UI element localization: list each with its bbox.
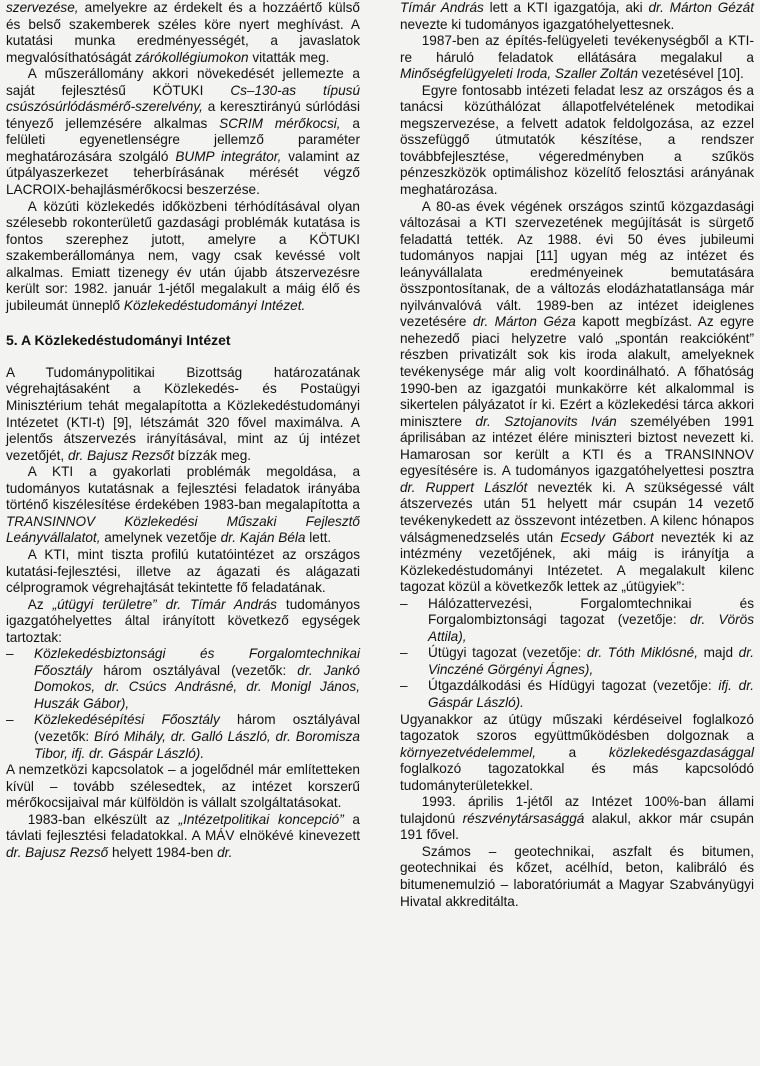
text-run: tudományos igazgatóhelyettes által irányított következő egységek tartoztak: (6, 596, 360, 645)
text-run: nevezték ki az intézmény vezetőjének, aki máig is irányítja a Közlekedéstudományi Intézetet. A megalakult kilenc tagozat közül a következők lettek az „útügyiek”: (400, 529, 754, 595)
text-run: Útgazdálkodási és Hídügyi tagozat (vezetője: (428, 678, 719, 694)
paragraph (6, 812, 360, 862)
italic-text: „útügyi területre” (52, 596, 157, 612)
text-run: vitatták meg. (248, 49, 330, 65)
text-run: A KTI a gyakorlati problémák megoldása, a tudományos kutatásnak a fejlesztési feladatok irányába történő kiszélesítése érdekében 1983-ban megalapította a (6, 464, 360, 513)
italic-text: Cs–130-as típusú csúszósúrlódásmérő-szerelvény, (6, 82, 361, 115)
text-run: Az (27, 596, 53, 612)
italic-text: dr. Tímár András (165, 596, 277, 612)
italic-text: TRANSINNOV Közlekedési Műszaki Fejlesztő Leányvállalatot, (6, 513, 360, 546)
text-run: a keresztirányú súrlódási tényező jellemzésére alkalmas (6, 99, 360, 131)
italic-text: Minőségfelügyeleti Iroda, Szaller Zoltán (400, 66, 639, 82)
italic-text: részvénytársasággá (462, 810, 585, 826)
text-run: személyében 1991 áprilisában az intézet élére miniszteri biztost nevezett ki. Hamarosan sor került a KTI és a TRANSINNOV egyesítésére is. A tudományos igazgatóhelyettesi posztra (400, 413, 755, 479)
text-run: Számos – geotechnikai, aszfalt és bitumen, geotechnikai és kőzet, acélhíd, beton, kalibráló és bitumenemulzió – laboratóriumát a Magyar Szabványügyi Hivatal akkreditálta. (400, 843, 754, 909)
text-run: A Tudománypolitikai Bizottság határozatának végrehajtásaként a Közlekedés- és Postaügyi Minisztérium tehát megalapította a Közlekedéstudományi Intézetet (KTI-t) [9], létszámát 320 fővel maximálva. A jelentős átszervezés irányításával, mint az új intézet vezetőjét, (6, 364, 360, 463)
italic-text: zárókollégiumokon (135, 49, 249, 65)
paragraph (400, 199, 754, 596)
paragraph (400, 844, 754, 910)
list-dash: – (400, 678, 408, 694)
text-run: Egyre fontosabb intézeti feladat lesz az országos és a tanácsi közúthálózat állapotfelvételének metodikai megszervezése, a felvett adatok feldolgozása, az ezzel összefüggő útmutatók készítése, a rendszer továbbfejlesztése, végeredményben a szűkös pénzeszközök optimálishoz közelítő felosztási arányának meghatározása. (400, 82, 754, 198)
italic-text: dr. Bajusz Rezsőt (67, 447, 174, 463)
list-dash: – (6, 712, 14, 728)
text-run: 1993. április 1-jétől az Intézet 100%-ban állami tulajdonú (400, 794, 754, 826)
text-run: 1983-ban elkészült az (27, 811, 179, 827)
list-item-text (34, 646, 360, 711)
text-run: három osztályával (vezetők: (92, 662, 298, 678)
list-item-text (428, 645, 754, 677)
paragraph (6, 597, 360, 647)
italic-text: dr. Márton Géza (472, 314, 576, 330)
list-dash: – (400, 645, 408, 661)
paragraph (6, 365, 360, 464)
text-run: bízzák meg. (174, 447, 252, 463)
text-run: nevezte ki tudományos igazgatóhelyettesnek. (400, 16, 675, 32)
paragraph (6, 762, 360, 812)
text-run: Ugyanakkor az útügy műszaki kérdéseivel foglalkozó tagozatok szoros együttműködésben dolgoznak a (400, 711, 754, 744)
italic-text: Közlekedéstudományi Intézet. (123, 297, 306, 313)
italic-text: Közlekedésépítési Főosztály (34, 712, 220, 728)
paragraph (6, 199, 360, 315)
italic-text: ifj. dr. Gáspár László). (428, 678, 754, 710)
italic-text: Közlekedésbiztonsági és Forgalomtechnikai Főosztály (34, 646, 360, 678)
italic-text: „Intézetpolitikai koncepció” (178, 811, 344, 827)
text-run: alakul, akkor már csupán 191 fővel. (400, 810, 754, 843)
text-run: Útügyi tagozat (vezetője: (428, 645, 587, 661)
italic-text: szervezése, (6, 0, 79, 15)
text-run: kapott megbízást. Az egyre nehezedő piaci helyzetre való „spontán reakcióként” részben privatizált sok kis iroda alakult, amelyeknek tevékenysége már alig volt koordinálható. A főhatóság 1990-ben az igazgatói munkakörre két alkalommal is sikertelen pályázatot ír ki. Ezért a közlekedési tárca akkori minisztere (400, 314, 755, 429)
italic-text: Tímár András (400, 0, 484, 15)
italic-text: Ecsedy Gábort (560, 529, 654, 545)
paragraph (6, 66, 360, 198)
italic-text: környezetvédelemmel, (400, 744, 536, 760)
text-run: A nemzetközi kapcsolatok – a jogelődnél már említetteken kívül – tovább szélesedtek, az intézet korszerű mérőkocsijaival már külföldön is vállalt szolgáltatásokat. (6, 762, 360, 811)
italic-text: dr. Tóth Miklósné, (586, 645, 698, 661)
paragraph (6, 0, 360, 66)
list-item-text (428, 596, 754, 644)
right-column (400, 0, 754, 910)
italic-text: dr. Bajusz Rezső (6, 844, 109, 860)
text-run: A KTI, mint tiszta profilú kutatóintézet az országos kutatási-fejlesztési, illetve az ágazati és alágazati célprogramok végrehajtását tekintette fő feladatának. (6, 546, 360, 596)
list-item (6, 712, 360, 762)
paragraph (400, 712, 754, 795)
text-run: A közúti közlekedés időközbeni térhódításával olyan szélesebb rokonterületű gazdasági problémák kutatása is fontos szerephez jutott, amelyre a KÖTUKI szakemberállománya nem, vagy csak kevéssé volt alkalmas. Emiatt tizenegy év után újabb átszervezésre került sor: 1982. január 1-jétől megalakult a máig élő és jubileumát ünneplő (6, 198, 360, 313)
list-dash: – (6, 646, 14, 662)
list-item (6, 646, 360, 712)
text-run: vezetésével [10]. (638, 66, 744, 82)
text-run: lett a KTI igazgatója, aki (483, 0, 649, 15)
list-item-text (428, 678, 754, 710)
text-run: amelyekre az érdekelt és a hozzáértő külső és belső szakemberek széles köre nyert meghívást. A kutatási munka eredményességét, a javaslatok megvalósíthatóságát (6, 0, 360, 65)
italic-text: dr. Kaján Béla (220, 530, 306, 546)
italic-text: BUMP integrátor, (175, 148, 282, 164)
italic-text: dr. (217, 844, 233, 860)
text-run: valamint az útpályaszerkezet teherbírásának mérését végző LACROIX-behajlásmérőkocsi beszerzése. (6, 148, 360, 198)
italic-text: SCRIM mérőkocsi, (219, 115, 341, 131)
text-run: a (536, 744, 609, 760)
text-run: három osztályával (vezetők: (34, 712, 360, 744)
italic-text: dr. Vinczéné Görgényi Ágnes), (428, 645, 754, 677)
text-run: foglalkozó tagozatokkal és más kapcsolódó tudományterületekkel. (400, 761, 754, 793)
italic-text: dr. Vörös Attila), (428, 612, 755, 644)
list-item (400, 678, 754, 711)
section-heading: 5. A Közlekedéstudományi Intézet (6, 332, 231, 349)
left-column (6, 0, 360, 861)
list-item (400, 645, 754, 678)
italic-text: dr. Jankó Domokos, dr. Csúcs Andrásné, dr. Monigl János, Huszák Gábor), (34, 662, 360, 711)
paragraph (400, 83, 754, 199)
text-run: majd (697, 645, 739, 661)
paragraph (6, 547, 360, 597)
italic-text: közlekedésgazdasággal (608, 744, 754, 760)
paragraph (6, 464, 360, 547)
text-run: lett. (305, 530, 332, 546)
list-dash: – (400, 595, 408, 611)
text-run: a felületi egyenetlenségre jellemző paraméter meghatározására szolgáló (6, 115, 360, 164)
text-run: Hálózattervezési, Forgalomtechnikai és Forgalombiztonsági tagozat (vezetője: (428, 595, 754, 628)
text-run (157, 597, 166, 612)
text-run: a távlati fejlesztési feladatokkal. A MÁV elnökévé kinevezett (6, 811, 360, 844)
text-run: helyett 1984-ben (108, 844, 218, 860)
italic-text: dr. Márton Gézát (648, 0, 754, 15)
paragraph (400, 0, 754, 33)
list-item (400, 596, 754, 646)
text-run: A műszerállomány akkori növekedését jellemezte a saját fejlesztésű KÖTUKI (6, 66, 360, 98)
italic-text: dr. Ruppert Lászlót (400, 479, 528, 495)
paragraph (400, 33, 754, 83)
italic-text: Bíró Mihály, dr. Galló László, dr. Boromisza Tibor, ifj. dr. Gáspár László). (34, 728, 360, 761)
paragraph (400, 794, 754, 844)
italic-text: dr. Sztojanovits Iván (475, 413, 617, 429)
text-run: 1987-ben az építés-felügyeleti tevékenységből a KTI-re háruló feladatok ellátására megalakul a (400, 33, 754, 65)
text-run: nevezték ki. A szükségessé vált átszervezés után 51 helyett már csupán 14 vezető tevékenykedett az összevont intézetben. A kilenc hónapos válságmenedzselés után (400, 479, 754, 545)
text-run: A 80-as évek végének országos szintű közgazdasági változásai a KTI szervezetének megújítását is sürgető feladattá tették. Az 1988. évi 50 éves jubileumi tudományos napjai [11] ugyan még az intézet és leányvállalata eredményeinek bemutatására összpontosítanak, de a változás elodázhatatlansága már nyilvánvalóvá vált. 1989-ben az intézet ideiglenes vezetésére (400, 198, 754, 330)
list-item-text (34, 712, 360, 760)
text-run: amelynek vezetője (100, 530, 221, 546)
